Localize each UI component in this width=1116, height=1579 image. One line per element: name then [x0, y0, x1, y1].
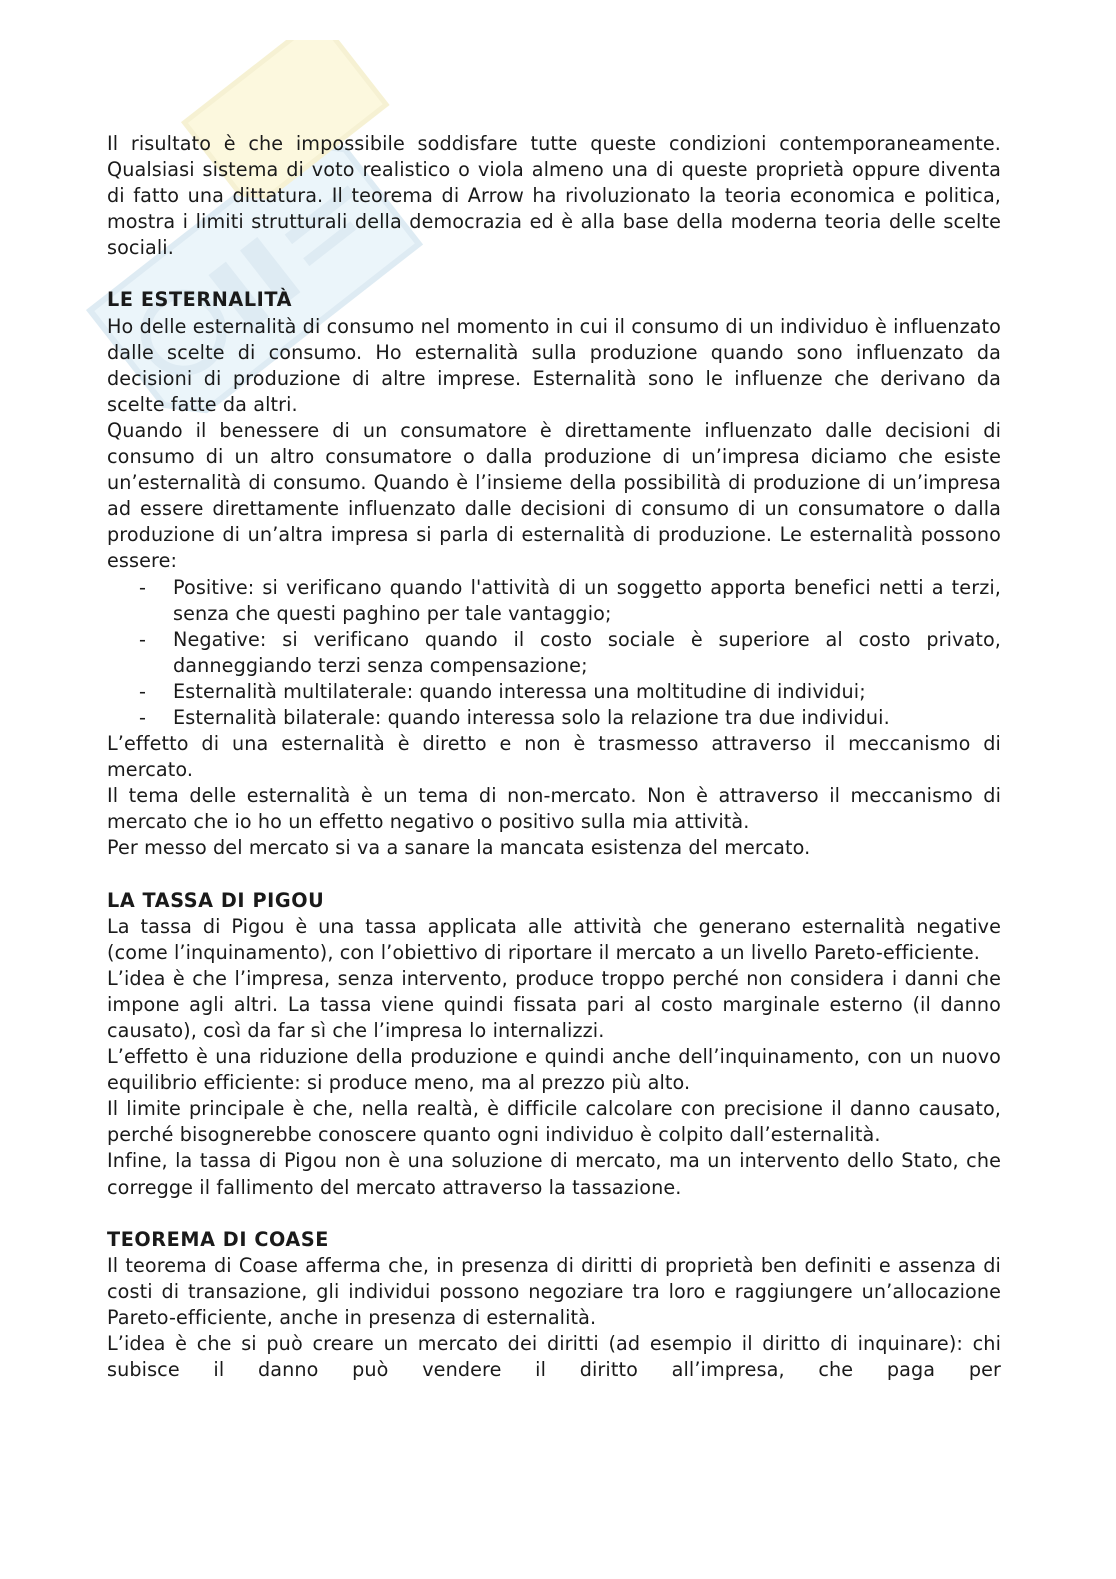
list-item: - Esternalità bilaterale: quando interessa solo la relazione tra due individui.	[139, 705, 890, 729]
esternalita-paragraph-5: Per messo del mercato si va a sanare la mancata esistenza del mercato.	[107, 836, 811, 860]
heading-pigou: LA TASSA DI PIGOU	[107, 888, 325, 912]
list-item: - Esternalità multilaterale: quando interessa una moltitudine di individui;	[139, 679, 866, 703]
intro-paragraph: Il risultato è che impossibile soddisfare tutte queste condizioni contemporaneamente. Qualsiasi sistema di voto realistico o viola almeno una di queste proprietà oppure diventa di fatto una dittatura. Il teorema di Arrow ha rivoluzionato la teoria economica e politica, mostra i limiti strutturali della democrazia ed è alla base della moderna teoria delle scelte sociali.	[107, 132, 1001, 260]
document-page	[107, 131, 1001, 1383]
esternalita-paragraph-2: Quando il benessere di un consumatore è direttamente influenzato dalle decisioni di consumo di un altro consumatore o dalla produzione di un’impresa diciamo che esiste un’esternalità di consumo. Quando è l’insieme della possibilità di produzione di un’impresa ad essere direttamente influenzato dalle decisioni di consumo di un consumatore o dalla produzione di un’altra impresa si parla di esternalità di produzione. Le esternalità possono essere:	[107, 418, 1001, 573]
pigou-paragraph-4: Il limite principale è che, nella realtà, è difficile calcolare con precisione il danno causato, perché bisognerebbe conoscere quanto ogni individuo è colpito dall’esternalità.	[107, 1097, 1001, 1147]
pigou-paragraph-3: L’effetto è una riduzione della produzione e quindi anche dell’inquinamento, con un nuovo equilibrio efficiente: si produce meno, ma al prezzo più alto.	[107, 1045, 1001, 1095]
list-item: - Negative: si verificano quando il costo sociale è superiore al costo privato, danneggiando terzi senza compensazione;	[139, 627, 1001, 677]
esternalita-paragraph-1: Ho delle esternalità di consumo nel momento in cui il consumo di un individuo è influenzato dalle scelte di consumo. Ho esternalità sulla produzione quando sono influenzato da decisioni di produzione di altre imprese. Esternalità sono le influenze che derivano da scelte fatte da altri.	[107, 314, 1001, 416]
coase-paragraph-1: Il teorema di Coase afferma che, in presenza di diritti di proprietà ben definiti e assenza di costi di transazione, gli individui possono negoziare tra loro e raggiungere un’allocazione Pareto-efficiente, anche in presenza di esternalità.	[107, 1253, 1001, 1329]
heading-esternalita: LE ESTERNALITÀ	[107, 288, 293, 312]
esternalita-paragraph-4: Il tema delle esternalità è un tema di non-mercato. Non è attraverso il meccanismo di mercato che io ho un effetto negativo o positivo sulla mia attività.	[107, 784, 1001, 834]
coase-paragraph-2: L’idea è che si può creare un mercato dei diritti (ad esempio il diritto di inquinare): chi subisce il danno può vendere il diritto all’impresa, che paga per	[107, 1332, 1001, 1382]
pigou-paragraph-1: La tassa di Pigou è una tassa applicata alle attività che generano esternalità negative (come l’inquinamento), con l’obiettivo di riportare il mercato a un livello Pareto-efficiente.	[107, 914, 1001, 964]
pigou-paragraph-2: L’idea è che l’impresa, senza intervento, produce troppo perché non considera i danni che impone agli altri. La tassa viene quindi fissata pari al costo marginale esterno (il danno causato), così da far sì che l’impresa lo internalizzi.	[107, 966, 1001, 1042]
esternalita-types-list	[107, 575, 1001, 732]
list-item: - Positive: si verificano quando l'attività di un soggetto apporta benefici netti a terzi, senza che questi paghino per tale vantaggio;	[139, 575, 1001, 625]
esternalita-paragraph-3: L’effetto di una esternalità è diretto e non è trasmesso attraverso il meccanismo di mercato.	[107, 732, 1001, 782]
heading-coase: TEOREMA DI COASE	[107, 1227, 330, 1251]
pigou-paragraph-5: Infine, la tassa di Pigou non è una soluzione di mercato, ma un intervento dello Stato, che corregge il fallimento del mercato attraverso la tassazione.	[107, 1149, 1001, 1199]
